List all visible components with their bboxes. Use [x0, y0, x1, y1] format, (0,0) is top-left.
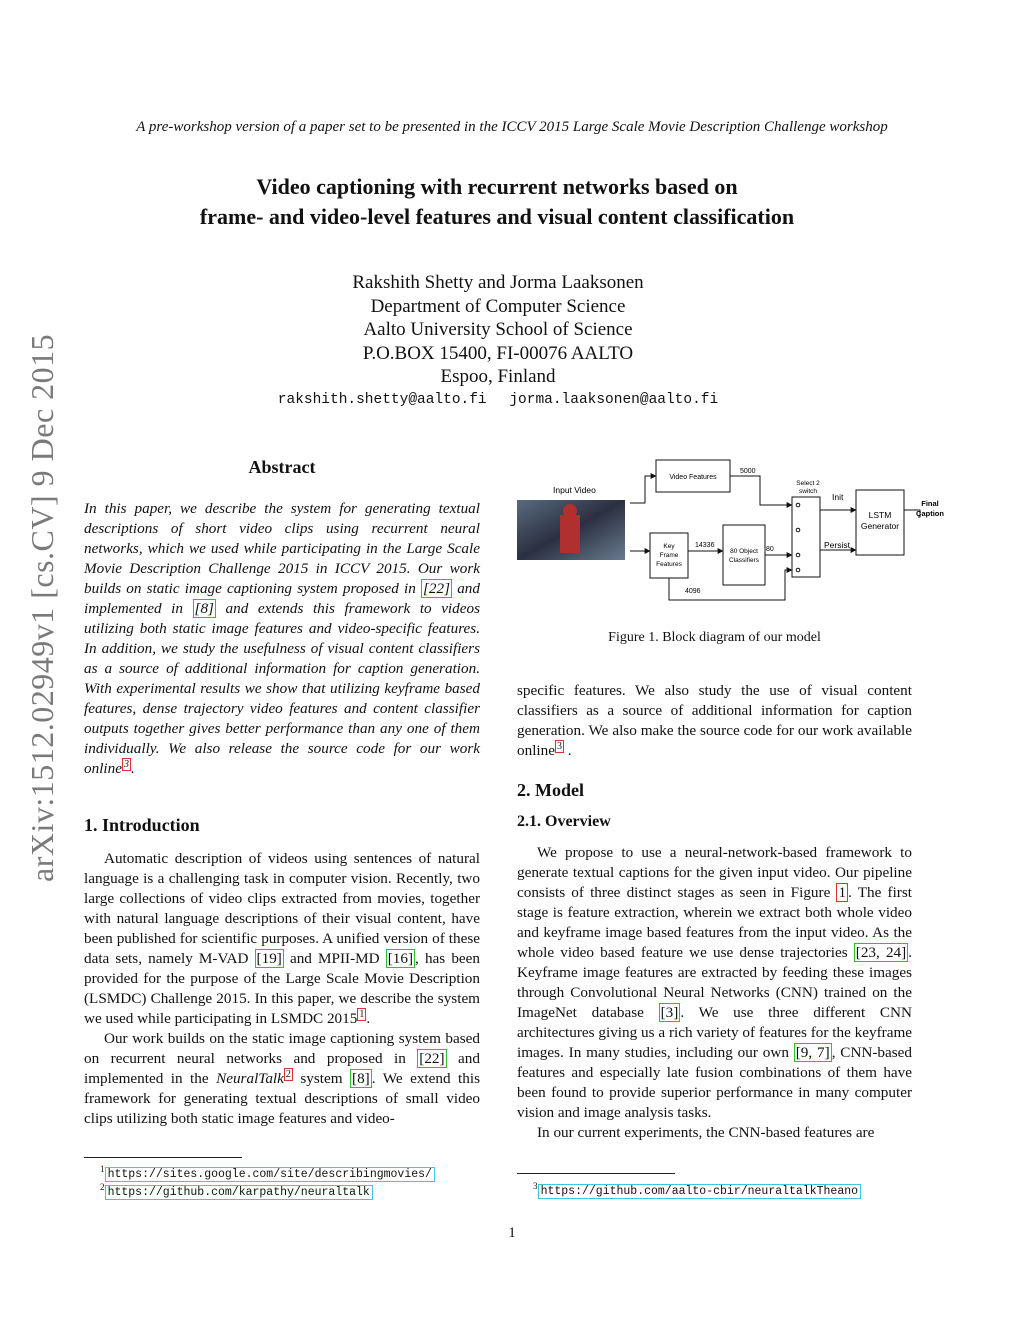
citation-link[interactable]: [22] [423, 580, 451, 597]
footnote-link[interactable]: 1 [359, 1008, 365, 1020]
abstract-text [84, 499, 480, 779]
intro-paragraph-1 [84, 849, 480, 1029]
footnote-link[interactable]: 2 [285, 1068, 291, 1080]
overview-paragraph-1 [517, 843, 912, 1123]
text-span: Our work builds on the static image captioning system based on recurrent neural networks and proposed in [84, 1030, 480, 1067]
footnote-3 [533, 1179, 861, 1199]
author-dept: Department of Computer Science [370, 295, 626, 317]
footnote-2 [100, 1180, 373, 1200]
footnote-number: 3 [533, 1181, 538, 1191]
label-key-2: Frame [659, 552, 679, 559]
model-heading: 2. Model [517, 780, 584, 800]
label-input-video: Input Video [553, 485, 596, 495]
footnote-url-2[interactable]: https://github.com/karpathy/neuraltalk [105, 1185, 373, 1200]
footnote-number: 2 [100, 1182, 105, 1192]
intro-paragraph-2 [84, 1029, 480, 1129]
abstract-heading: Abstract [248, 457, 316, 477]
arrow-features-to-switch [730, 476, 792, 505]
footnote-url-3[interactable]: https://github.com/aalto-cbir/neuraltalkTheano [538, 1184, 861, 1199]
citation-link[interactable]: [8] [352, 1070, 370, 1087]
header-note: A pre-workshop version of a paper set to be presented in the ICCV 2015 Large Scale Movie Description Challenge workshop [136, 119, 888, 135]
footnote-1 [100, 1162, 435, 1182]
text-span: and MPII-MD [283, 950, 386, 967]
label-select-1: Select 2 [796, 480, 820, 487]
citation-link[interactable]: [9, 7] [795, 1044, 830, 1061]
page-number: 1 [508, 1225, 516, 1241]
title-line-2: frame- and video-level features and visual content classification [199, 204, 795, 229]
author-emails [200, 392, 796, 408]
author-school: Aalto University School of Science [363, 319, 633, 340]
footnote-number: 1 [100, 1164, 105, 1174]
overview-heading: 2.1. Overview [517, 813, 611, 830]
right-col-continuation [517, 681, 912, 761]
text-span: specific features. We also study the use of visual content classifiers as a source of additional information for caption generation. We also make the source code for our work available online [517, 682, 912, 759]
label-key-1: Key [663, 543, 675, 550]
text-span: . The first stage is feature extraction, wherein we extract both whole video and keyframe image based features from the input video. As the whole video based feature we use dense trajectories [517, 884, 912, 961]
text-span: , has been provided for the purpose of the Large Scale Movie Description (LSMDC) Challenge 2015. In this paper, we describe the system we used while participating in LSMDC 2015 [84, 950, 480, 1027]
citation-link[interactable]: [16] [387, 950, 414, 967]
citation-link[interactable]: [8] [194, 600, 214, 617]
overview-body [517, 843, 912, 1143]
text-span: system [292, 1070, 351, 1087]
text-span: and implemented in the [84, 1050, 480, 1087]
neuraltalk-name: NeuralTalk [216, 1070, 284, 1087]
intro-heading: 1. Introduction [84, 815, 200, 835]
text-span: . We extend this framework for generating textual descriptions of small video clips utilizing both static image features and video- [84, 1070, 480, 1127]
label-dim-4096: 4096 [685, 588, 701, 595]
author-address: P.O.BOX 15400, FI-00076 AALTO [362, 342, 634, 364]
box-select-switch [792, 497, 820, 577]
video-figure [560, 515, 580, 553]
footnote-link[interactable]: 3 [556, 740, 562, 752]
email-1[interactable]: rakshith.shetty@aalto.fi [277, 392, 487, 408]
abstract-part: In this paper, we describe the system for generating textual descriptions of short video clips using recurrent neural networks, which we used while participating in the Large Scale Movie Description Challenge 2015 in ICCV 2015. Our work builds on static image captioning system proposed in [84, 500, 480, 597]
label-obj-2: Classifiers [729, 557, 759, 564]
label-dim-5000: 5000 [740, 468, 756, 475]
author-city: Espoo, Finland [440, 366, 556, 387]
text-span: We propose to use a neural-network-based framework to generate textual captions for the given input video. Our pipeline consists of three distinct stages as seen in Figure [517, 844, 912, 901]
citation-link[interactable]: [3] [660, 1004, 679, 1021]
text-span: . [563, 742, 572, 759]
arrow-video-to-features [630, 476, 656, 503]
figure-caption: Figure 1. Block diagram of our model [608, 630, 821, 645]
text-span: . We use three different CNN architectures giving us a rich variety of features for the keyframe images. In many studies, including our own [517, 1004, 912, 1061]
author-names: Rakshith Shetty and Jorma Laaksonen [352, 272, 644, 293]
label-persist: Persist [824, 540, 850, 550]
text-span: Automatic description of videos using sentences of natural language is a challenging task in computer vision. Recently, two large collections of video clips extracted from movies, together with natural language descriptions of their visual content, have been published for scientific purposes. A unified version of these data sets, namely M-VAD [84, 850, 480, 967]
author-block [250, 271, 746, 389]
text-span: . Keyframe image features are extracted by feeding these images through Convolutional Neural Networks (CNN) trained on the ImageNet database [517, 944, 912, 1021]
figure-1-diagram [510, 455, 950, 615]
label-obj-1: 80 Object [730, 548, 758, 555]
label-key-3: Features [656, 561, 682, 568]
citation-link[interactable]: [22] [419, 1050, 445, 1067]
box-object-classifiers [723, 525, 765, 585]
abstract-part: and implemented in [84, 580, 480, 617]
label-init: Init [832, 492, 844, 502]
text-span: . [366, 1010, 371, 1027]
footnote-rule [517, 1173, 675, 1174]
label-dim-80: 80 [766, 546, 774, 553]
intro-body [84, 849, 480, 1129]
email-2[interactable]: jorma.laaksonen@aalto.fi [509, 392, 719, 408]
arxiv-stamp: arXiv:1512.02949v1 [cs.CV] 9 Dec 2015 [24, 333, 60, 882]
video-figure-head [563, 504, 577, 518]
abstract-part: and extends this framework to videos utilizing both static image features and video-specific features. In addition, we study the usefulness of visual content classifiers as a source of additional information for caption generation. With experimental results we show that utilizing keyframe based features, dense trajectory video features and content classifier outputs together gives better performance than any one of them individually. We also release the source code for our work online [84, 600, 480, 777]
footnote-rule [84, 1157, 242, 1158]
label-lstm-1: LSTM [868, 510, 892, 520]
label-final-1: Final [921, 499, 939, 508]
paper-title [112, 172, 882, 232]
footnote-link[interactable]: 3 [123, 758, 129, 770]
overview-paragraph-2: In our current experiments, the CNN-based features are [537, 1124, 875, 1141]
label-dim-14336: 14336 [695, 542, 715, 549]
label-video-features: Video Features [669, 474, 717, 481]
title-line-1: Video captioning with recurrent networks based on [256, 174, 738, 199]
label-lstm-2: Generator [860, 521, 900, 531]
abstract-part: . [130, 760, 135, 777]
figure-link[interactable]: 1 [838, 884, 847, 901]
label-select-2: switch [798, 488, 818, 495]
text-span: , CNN-based features and especially late fusion combinations of them have been found to provide superior performance in many computer vision and image analysis tasks. [517, 1044, 913, 1121]
label-final-2: Caption [916, 509, 944, 518]
citation-link[interactable]: [19] [256, 950, 282, 967]
footnote-url-1[interactable]: https://sites.google.com/site/describingmovies/ [105, 1167, 435, 1182]
citation-link[interactable]: [23, 24] [855, 944, 907, 961]
